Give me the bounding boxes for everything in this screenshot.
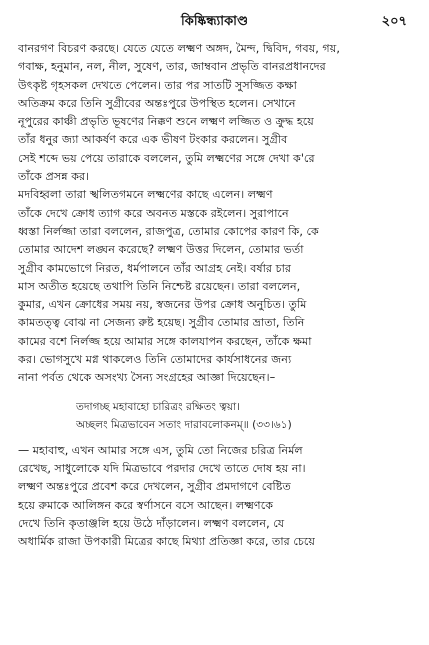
page-number: ২০৭ [381, 14, 407, 29]
paragraph-3 [18, 442, 411, 479]
text-line: গবাক্ষ, হনুমান, নল, নীল, সুষেণ, তার, জাম্ববান প্রভৃতি বানরপ্রধানদের [18, 60, 326, 74]
verse-line: অচ্ছলং মিত্রভাবেন সতাং দারাবলোকনম্‌॥ (৩৩।৬১) [76, 418, 292, 431]
text-line: নূপুরের কাঞ্চী প্রভৃতি ভূষণের নিক্কণ শুনে লক্ষ্মণ লজ্জিত ও ক্রুদ্ধ হয়ে [18, 115, 314, 129]
text-line: কর। ভোগসুখে মগ্ন থাকলেও তিনি তোমাদের কার্যসাধনের জন্য [18, 353, 292, 367]
running-title: কিষ্কিন্ধ্যাকাণ্ড [181, 14, 248, 29]
paragraph-4 [18, 478, 411, 551]
paragraph-2 [18, 186, 411, 387]
verse-line: তদাগচ্ছ মহাবাহো চারিত্রং রক্ষিতং ত্বয়া। [76, 400, 240, 413]
page-body [18, 40, 411, 551]
text-line: — মহাবাহু, এখন আমার সঙ্গে এস, তুমি তো নিজের চরিত্র নির্মল [18, 443, 303, 457]
text-line: সুগ্রীব কামভোগে নিরত, ধর্মপালনে তাঁর আগ্রহ নেই। বর্ষার চার [18, 261, 292, 275]
text-line: সেই শব্দে ভয় পেয়ে তারাকে বললেন, তুমি লক্ষ্মণের সঙ্গে দেখা ক'রে [18, 151, 315, 165]
text-line: দেখে তিনি কৃতাঞ্জলি হয়ে উঠে দাঁড়ালেন। লক্ষ্মণ বললেন, যে [18, 516, 285, 530]
text-line: কুমার, এখন ক্রোধের সময় নয়, স্বজনের উপর ক্রোধ অনুচিত। তুমি [18, 298, 307, 312]
text-line: নানা পর্বত থেকে অসংখ্য সৈন্য সংগ্রহের আজ্ঞা দিয়েছেন।– [18, 371, 276, 385]
text-line: তোমার আদেশ লঙ্ঘন করেছে? লক্ষ্মণ উত্তর দিলেন, তোমার ভর্তা [18, 243, 304, 257]
page-header [18, 6, 411, 32]
sanskrit-verse [76, 398, 411, 434]
text-line: মদবিহ্বলা তারা স্খলিতগমনে লক্ষ্মণের কাছে এলেন। লক্ষ্মণ [18, 188, 273, 202]
text-line: কামতত্ত্ব বোঝ না সেজন্য রুষ্ট হয়েছ। সুগ্রীব তোমার ভ্রাতা, তিনি [18, 316, 305, 330]
text-line: ধ্বস্তা নির্লজ্জা তারা বললেন, রাজপুত্র, তোমার কোপের কারণ কি, কে [18, 224, 319, 238]
text-line: হয়ে রুমাকে আলিঙ্গন করে স্বর্ণাসনে বসে আছেন। লক্ষ্মণকে [18, 498, 274, 512]
text-line: অধার্মিক রাজা উপকারী মিত্রের কাছে মিথ্যা প্রতিজ্ঞা করে, তার চেয়ে [18, 535, 315, 549]
paragraph-1 [18, 40, 411, 186]
text-line: লক্ষ্মণ অন্তঃপুরে প্রবেশ করে দেখলেন, সুগ্রীব প্রমদাগণে বেষ্টিত [18, 480, 291, 494]
text-line: রেখেছ, সাধুলোকে যদি মিত্রভাবে পরদার দেখে তাতে দোষ হয় না। [18, 461, 306, 475]
text-line: অতিক্রম করে তিনি সুগ্রীবের অন্তঃপুরে উপস্থিত হলেন। সেখানে [18, 96, 296, 110]
text-line: তাঁর ধনুর জ্যা আকর্ষণ করে এক ভীষণ টংকার করলেন। সুগ্রীব [18, 133, 288, 147]
text-line: তাঁকে দেখে ক্রোধ ত্যাগ করে অবনত মস্তকে রইলেন। সুরাপানে [18, 206, 289, 220]
text-line: উৎকৃষ্ট গৃহসকল দেখতে পেলেন। তার পর সাতটি সুসজ্জিত কক্ষা [18, 78, 297, 92]
text-line: মাস অতীত হয়েছে তথাপি তিনি নিশ্চেষ্ট রয়েছেন। তারা বললেন, [18, 279, 301, 293]
text-line: তাঁকে প্রসন্ন কর। [18, 170, 90, 184]
text-line: বানরগণ বিচরণ করছে। যেতে যেতে লক্ষ্মণ অঙ্গদ, মৈন্দ, দ্বিবিদ, গবয়, গয়, [18, 42, 340, 55]
text-line: কামের বশে নির্লজ্জ হয়ে আমার সঙ্গে কালযাপন করছেন, তাঁকে ক্ষমা [18, 334, 312, 348]
